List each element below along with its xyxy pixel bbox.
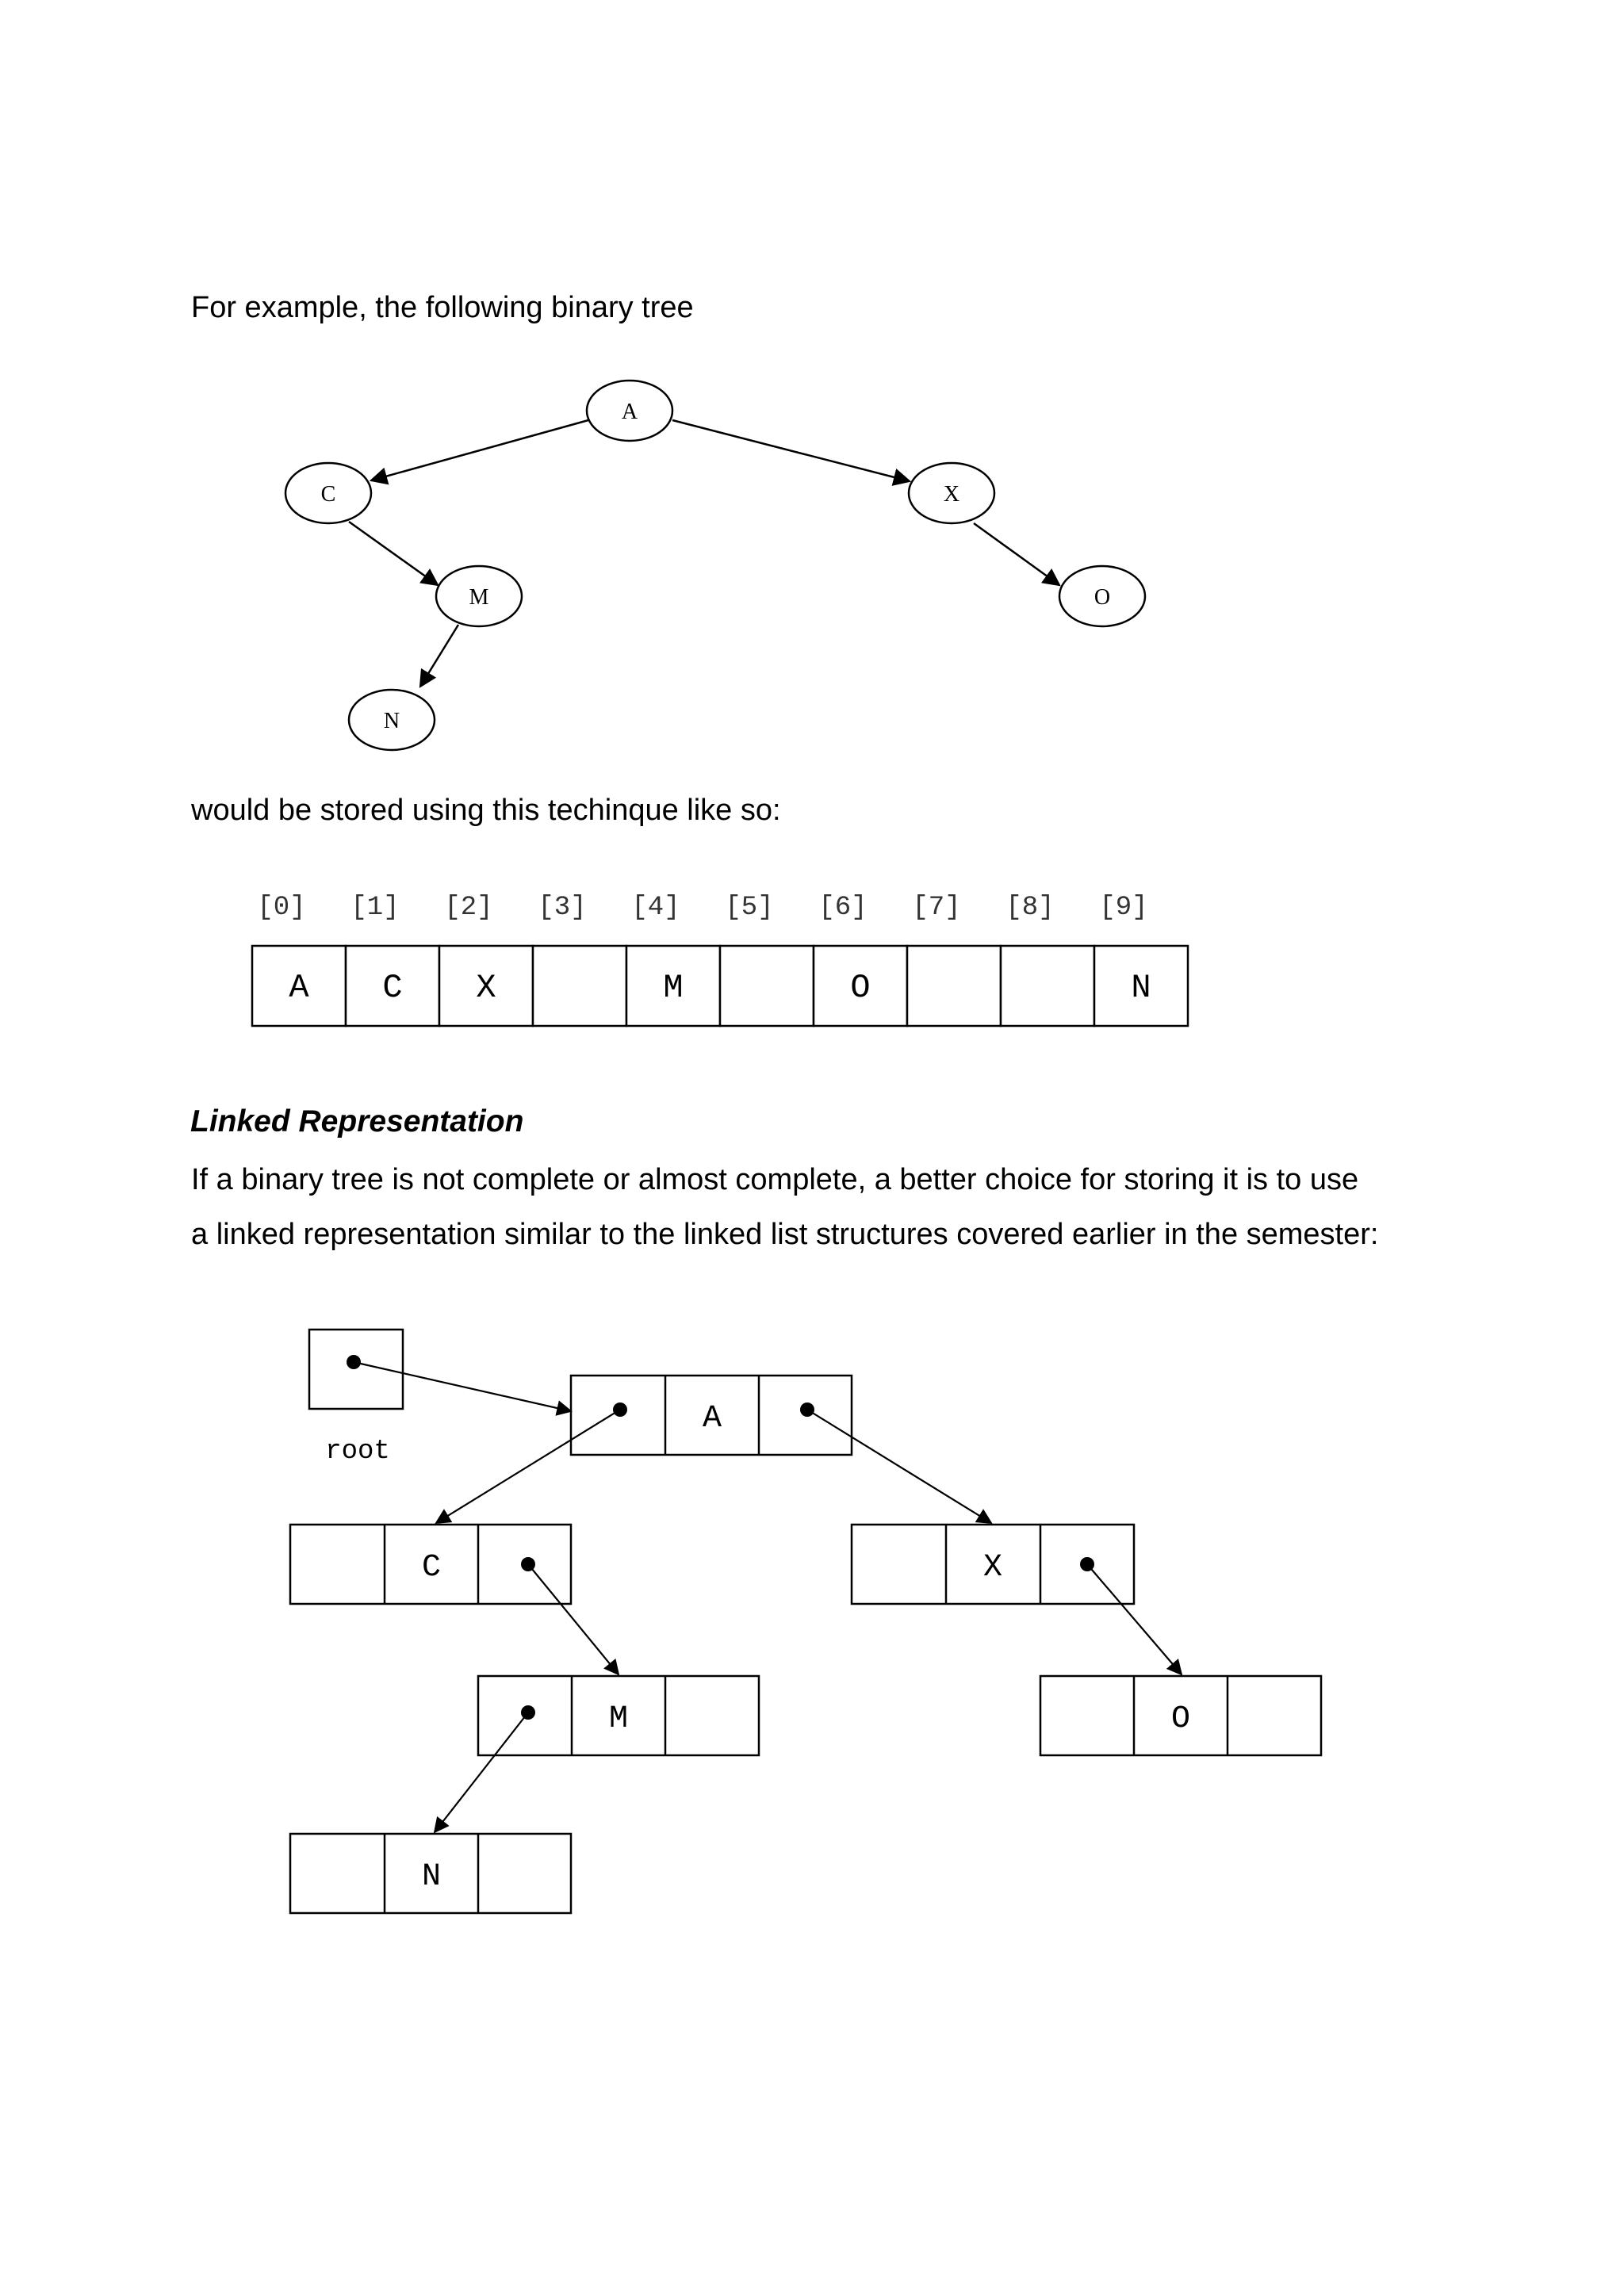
- pointer-dot: [521, 1557, 535, 1571]
- root-label: root: [325, 1437, 390, 1467]
- tree-node-label: O: [1094, 585, 1111, 610]
- linked-node-label: C: [421, 1550, 442, 1586]
- pointer-dot: [800, 1402, 814, 1417]
- linked-node-label: N: [421, 1859, 442, 1895]
- array-index-label: [5]: [725, 893, 774, 923]
- pointer-a-c: [436, 1410, 620, 1523]
- tree-node-label: C: [320, 482, 336, 507]
- pointer-m-n: [435, 1712, 528, 1832]
- tree-node-label: A: [621, 400, 638, 424]
- pointer-dot: [521, 1705, 535, 1720]
- array-cell-value: M: [663, 969, 684, 1007]
- pointer-dot: [347, 1355, 361, 1369]
- array-index-label: [4]: [631, 893, 680, 923]
- intro-text: For example, the following binary tree: [191, 291, 694, 324]
- linked-node-label: A: [702, 1401, 722, 1437]
- linked-node-label: X: [982, 1550, 1003, 1586]
- linked-node-label: M: [608, 1701, 629, 1737]
- pointer-a-x: [807, 1410, 991, 1523]
- array-cell-value: X: [476, 969, 496, 1007]
- tree-node-label: M: [469, 585, 489, 610]
- array-index-label: [9]: [1099, 893, 1148, 923]
- paragraph-line-1: If a binary tree is not complete or almost complete, a better choice for storing it is to use: [191, 1163, 1359, 1196]
- array-index-label: [1]: [350, 893, 400, 923]
- paragraph-line-2: a linked representation similar to the linked list structures covered earlier in the semester:: [191, 1218, 1379, 1251]
- array-index-label: [7]: [912, 893, 961, 923]
- pointer-root-a: [354, 1362, 571, 1411]
- array-cell-value: A: [289, 969, 309, 1007]
- array-cell-value: N: [1131, 969, 1151, 1007]
- pointer-dot: [613, 1402, 627, 1417]
- array-index-label: [0]: [257, 893, 306, 923]
- array-index-label: [8]: [1005, 893, 1055, 923]
- stored-text: would be stored using this techinque like so:: [191, 794, 781, 827]
- array-index-label: [6]: [818, 893, 868, 923]
- linked-node-label: O: [1170, 1701, 1191, 1737]
- array-index-label: [2]: [444, 893, 493, 923]
- tree-node-label: N: [383, 709, 400, 733]
- section-heading: Linked Representation: [190, 1104, 524, 1138]
- pointer-c-m: [528, 1564, 619, 1674]
- array-index-label: [3]: [538, 893, 587, 923]
- pointer-dot: [1080, 1557, 1094, 1571]
- array-cell-value: C: [382, 969, 403, 1007]
- array-cell-value: O: [850, 969, 871, 1007]
- tree-node-label: X: [943, 482, 960, 507]
